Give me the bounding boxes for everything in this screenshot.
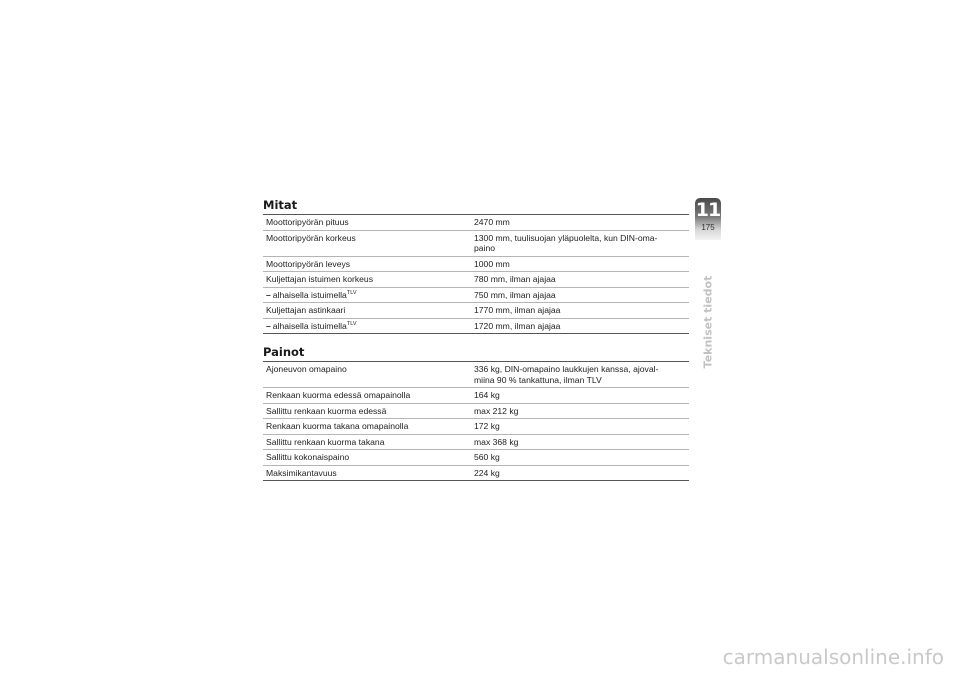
- spec-label-sub: [263, 318, 474, 334]
- dimensions-table: [263, 214, 689, 334]
- spec-value: 2470 mm: [474, 217, 510, 227]
- spec-label: Ajoneuvon omapaino: [266, 364, 347, 374]
- spec-label: Renkaan kuorma edessä omapainolla: [266, 390, 411, 400]
- spec-value: 172 kg: [474, 421, 500, 431]
- spec-label: Kuljettajan astinkaari: [266, 305, 346, 315]
- spec-value: 560 kg: [474, 452, 500, 462]
- spec-label-text: alhaisella istuimella: [272, 289, 347, 300]
- spec-label: Kuljettajan istuimen korkeus: [266, 274, 373, 284]
- spec-value: 224 kg: [474, 467, 500, 478]
- spec-value: 750 mm, ilman ajajaa: [474, 289, 556, 300]
- table-row: [263, 434, 689, 450]
- spec-value: max 368 kg: [474, 436, 519, 447]
- table-row: [263, 272, 689, 288]
- spec-value: 336 kg, DIN-omapaino laukkujen kanssa, ajoval-miina 90 % tankattuna, ilman TLV: [474, 364, 659, 385]
- spec-value: max 212 kg: [474, 405, 519, 416]
- tlv-superscript: TLV: [346, 320, 357, 327]
- table-row: [263, 388, 689, 404]
- table-row: [263, 318, 689, 334]
- table-row: [263, 303, 689, 319]
- table-row: [263, 465, 689, 481]
- spec-value: 164 kg: [474, 390, 500, 400]
- tlv-superscript: TLV: [346, 289, 357, 296]
- table-row: [263, 287, 689, 303]
- page-number: 175: [701, 223, 715, 232]
- chapter-number: 11: [695, 199, 721, 221]
- chapter-side-title: Tekniset tiedot: [701, 275, 715, 369]
- spec-label-text: alhaisella istuimella: [272, 320, 347, 331]
- table-row: [263, 419, 689, 435]
- spec-label: Sallittu kokonaispaino: [266, 452, 350, 462]
- section-title-painot: Painot: [263, 345, 305, 359]
- spec-label-sub: [263, 287, 474, 303]
- spec-label: Renkaan kuorma takana omapainolla: [266, 421, 409, 431]
- spec-label: Moottoripyörän korkeus: [266, 232, 356, 243]
- section-title-mitat: Mitat: [263, 198, 298, 212]
- spec-value: 1720 mm, ilman ajajaa: [474, 320, 561, 331]
- table-row: [263, 403, 689, 419]
- watermark: carmanualsonline.info: [722, 645, 944, 669]
- table-row: [263, 450, 689, 466]
- table-row: [263, 230, 689, 256]
- table-row: [263, 256, 689, 272]
- dash-bullet: –: [266, 289, 271, 300]
- spec-label: Sallittu renkaan kuorma takana: [266, 436, 385, 447]
- chapter-tab: [695, 198, 721, 240]
- spec-value: 780 mm, ilman ajajaa: [474, 274, 556, 284]
- spec-label: Sallittu renkaan kuorma edessä: [266, 405, 387, 416]
- spec-label: Moottoripyörän pituus: [266, 217, 349, 227]
- spec-value: 1770 mm, ilman ajajaa: [474, 305, 561, 315]
- spec-label: Moottoripyörän leveys: [266, 258, 351, 269]
- table-row: [263, 362, 689, 388]
- weights-table: [263, 361, 689, 481]
- dash-bullet: –: [266, 320, 271, 331]
- spec-value: 1000 mm: [474, 258, 510, 269]
- spec-label: Maksimikantavuus: [266, 467, 337, 478]
- spec-value: 1300 mm, tuulisuojan yläpuolelta, kun DIN-oma-paino: [474, 232, 658, 253]
- table-row: [263, 215, 689, 231]
- page-content: [263, 196, 689, 490]
